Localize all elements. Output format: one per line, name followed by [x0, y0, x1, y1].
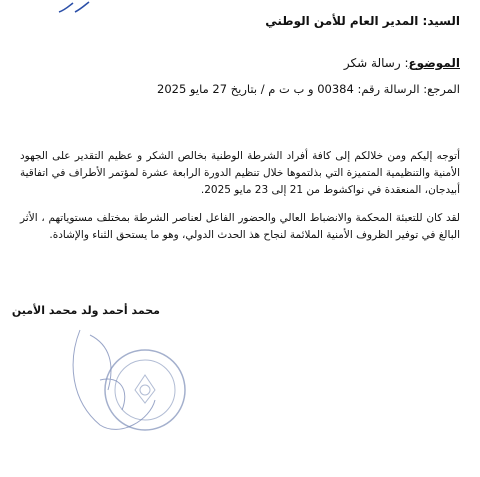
body-paragraph-2: لقد كان للتعبئة المحكمة والانضباط العالي والحضور الفاعل لعناصر الشرطة بمختلف مستوياتهم ، الأثر البالغ في توفير الظروف الأمنية الملائمة لنجاح هذ الحدث الدولي، وهو ما يستحق الثناء والإشادة.	[20, 212, 460, 241]
reference-line: المرجع: الرسالة رقم: 00384 و ب ت م / بتاريخ 27 مايو 2025	[157, 82, 460, 96]
ink-scribble-top-icon	[55, 0, 95, 14]
subject-line	[344, 56, 460, 70]
addressee-line: السيد: المدير العام للأمن الوطني	[265, 14, 460, 28]
subject-separator: :	[400, 56, 409, 70]
subject-label: الموضوع	[408, 56, 460, 70]
body-paragraph-1: أتوجه إليكم ومن خلالكم إلى كافة أفراد الشرطة الوطنية بخالص الشكر و عظيم التقدير على الجهود الأمنية والتنظيمية المتميزة التي بذلتموها خلال تنظيم الدورة الرابعة عشرة لمؤتمر الأطراف في اتفاقية أبيدجان، المنعقدة في نواكشوط من 21 إلى 23 مايو 2025.	[20, 150, 460, 196]
official-stamp-icon	[100, 345, 190, 435]
subject-text: رسالة شكر	[343, 56, 401, 70]
signatory-name: محمد أحمد ولد محمد الأمين	[11, 304, 160, 317]
